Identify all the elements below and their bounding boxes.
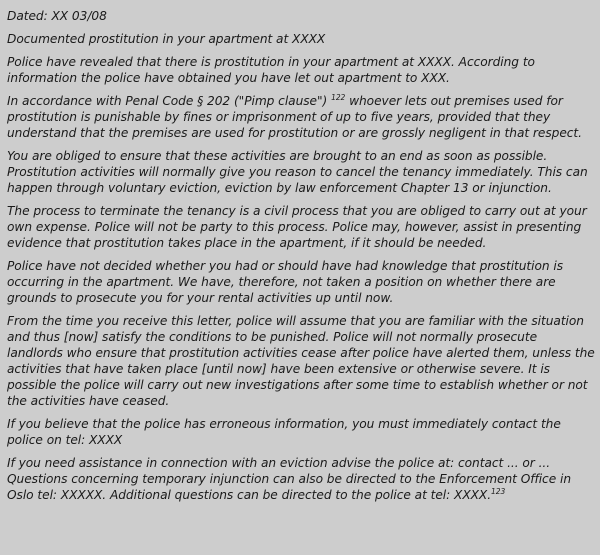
paragraph-7: If you believe that the police has erroneous information, you must immediately contact the police on tel: XXXX (7, 417, 561, 447)
paragraph-6: From the time you receive this letter, police will assume that you are familiar with the situation and thus [now] satisfy the conditions to be punished. Police will not normally prosecute landlords who ensure that prostitution activities cease after police have alerted them, unless the activities that have taken place [until now] have been extensive or otherwise severe. It is possible the police will carry out new investigations after some time to establish whether or not the activities have ceased. (7, 314, 595, 408)
paragraph-8-text: If you need assistance in connection with an eviction advise the police at: contact ... or ... Questions concerning temporary injunction can also be directed to the Enforcement Office in Oslo tel: XXXXX. Additional questions can be directed to the police at tel: XXXX. (7, 456, 571, 502)
paragraph-2-start: In accordance with Penal Code § 202 ("Pimp clause") (7, 94, 332, 108)
letter-subject: Documented prostitution in your apartment at XXXX (7, 32, 326, 46)
letter-date: Dated: XX 03/08 (7, 9, 107, 23)
paragraph-4: The process to terminate the tenancy is a civil process that you are obliged to carry out at your own expense. Police will not be party to this process. Police may, however, assist in presenting evidence that prostitution takes place in the apartment, if it should be needed. (7, 204, 587, 250)
paragraph-8 (7, 455, 596, 503)
paragraph-3: You are obliged to ensure that these activities are brought to an end as soon as possible. Prostitution activities will normally give you reason to cancel the tenancy immediately. This can happen through voluntary eviction, eviction by law enforcement Chapter 13 or injunction. (7, 149, 588, 195)
footnote-ref-122: 122 (331, 92, 346, 102)
paragraph-1: Police have revealed that there is prostitution in your apartment at XXXX. According to information the police have obtained you have let out apartment to XXX. (7, 55, 535, 85)
paragraph-5: Police have not decided whether you had or should have had knowledge that prostitution is occurring in the apartment. We have, therefore, not taken a position on whether there are grounds to prosecute you for your rental activities up until now. (7, 259, 564, 305)
paragraph-2-end: whoever lets out premises used for prostitution is punishable by fines or imprisonment of up to five years, provided that they understand that the premises are used for prostitution or are grossly negligent in that respect. (7, 94, 582, 140)
footnote-ref-123: 123 (491, 486, 506, 496)
paragraph-2 (7, 93, 596, 141)
